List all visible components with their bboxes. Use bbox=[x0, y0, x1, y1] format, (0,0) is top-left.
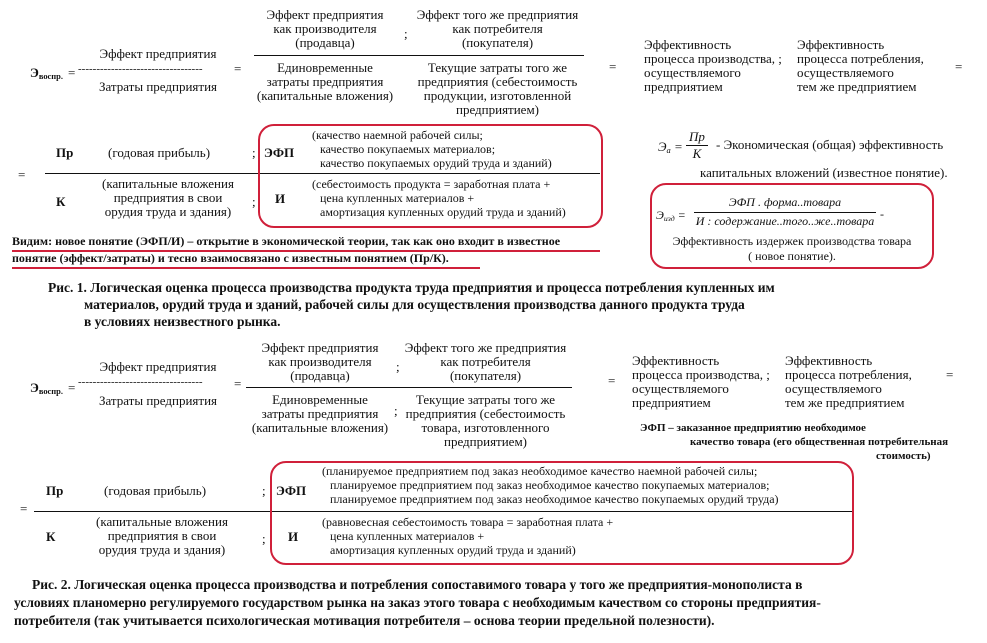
fig2-col2-num-1: как производителя bbox=[268, 354, 372, 369]
fig1-i-text-2: амортизация купленных орудий труда и зданий) bbox=[320, 205, 566, 219]
fig2-i-text-2: амортизация купленных орудий труда и зданий) bbox=[330, 543, 576, 557]
fig1-fraction-line bbox=[254, 55, 584, 56]
fig1-ea-desc-0: - Экономическая (общая) эффективность bbox=[716, 137, 944, 152]
fig1-caption-1: материалов, орудий труда и зданий, рабочей силы для осуществления производства данного продукта труда bbox=[84, 297, 745, 312]
fig2-caption-0: Рис. 2. Логическая оценка процесса производства и потребления сопоставимого товара у того же предприятия-монополиста в bbox=[32, 577, 803, 592]
fig1-efp-text-0: (качество наемной рабочей силы; bbox=[312, 128, 483, 142]
fig1-pr-text: (годовая прибыль) bbox=[108, 145, 211, 160]
fig2-eq-1: = bbox=[68, 380, 76, 395]
fig1-efp: ЭФП bbox=[264, 145, 295, 160]
fig1-eizd-den: И : содержание..того..же..товара bbox=[695, 214, 875, 228]
fig2-efp-text-1: планируемое предприятием под заказ необходимое качество покупаемых материалов; bbox=[330, 478, 770, 492]
fig1-caption-2: в условиях неизвестного рынка. bbox=[84, 314, 281, 329]
fig2-fraction-line bbox=[246, 387, 572, 388]
fig2-frac-num: Эффект предприятия bbox=[99, 359, 217, 374]
fig1-eizd-line bbox=[694, 212, 876, 213]
fig1-i-text-1: цена купленных материалов + bbox=[320, 191, 475, 205]
fig2-semicolon-b: ; bbox=[394, 403, 398, 418]
fig2-semicolon: ; bbox=[396, 359, 400, 374]
fig2-col2-den-2: (капитальные вложения) bbox=[251, 420, 389, 435]
fig2-col2-num-0: Эффект предприятия bbox=[261, 340, 379, 355]
fig2-pr-text: (годовая прибыль) bbox=[104, 483, 207, 498]
fig2-efp-note-2: стоимость) bbox=[876, 450, 931, 462]
fig2-k: К bbox=[46, 529, 56, 544]
fig1-frac-den: Затраты предприятия bbox=[98, 79, 218, 94]
fig1-col2-den-1: затраты предприятия bbox=[266, 74, 384, 89]
fig1-lhs: $Э_{воспр.}$ bbox=[30, 65, 63, 82]
fig1-col4-3: предприятием bbox=[644, 79, 723, 94]
fig1-eq-1: = bbox=[68, 65, 76, 80]
fig2-col3-num-1: как потребителя bbox=[440, 354, 531, 369]
fig1-eq-4: = bbox=[955, 59, 963, 74]
fig2-col3-num-0: Эффект того же предприятия bbox=[404, 340, 567, 355]
fig1-eizd-desc-0: Эффективность издержек производства товара bbox=[672, 234, 912, 248]
fig2-caption-1: условиях планомерно регулируемого государством рынка на заказ этого товара с необходимым качеством со стороны предприятия- bbox=[14, 595, 821, 610]
fig1-col2-num-1: как производителя bbox=[273, 21, 377, 36]
fig2-efp-text-0: (планируемое предприятием под заказ необходимое качество наемной рабочей силы; bbox=[322, 464, 758, 478]
fig1-ea-desc-1: капитальных вложений (известное понятие). bbox=[700, 165, 948, 180]
fig2-frac-den: Затраты предприятия bbox=[98, 393, 218, 408]
fig1-pr: Пр bbox=[56, 145, 74, 160]
fig2-i-text-1: цена купленных материалов + bbox=[330, 529, 485, 543]
fig2-k-text-0: (капитальные вложения bbox=[96, 514, 228, 529]
fig1-col5-1: процесса потребления, bbox=[797, 51, 924, 66]
fig1-eq-3: = bbox=[609, 59, 617, 74]
fig2-col5-0: Эффективность bbox=[785, 353, 873, 368]
fig2-eq-4: = bbox=[946, 367, 954, 382]
fig2-col4-2: осуществляемого bbox=[632, 381, 729, 396]
fig2-i-text-0: (равновесная себестоимость товара = заработная плата + bbox=[322, 515, 614, 529]
fig1-col2-num-2: (продавца) bbox=[295, 35, 355, 50]
fig2-col2-num-2: (продавца) bbox=[290, 368, 350, 383]
fig2-pr: Пр bbox=[46, 483, 64, 498]
fig1-col2-den-0: Единовременные bbox=[277, 60, 373, 75]
fig1-col3-den-1: предприятия (себестоимость bbox=[417, 74, 578, 89]
fig1-i: И bbox=[275, 191, 286, 206]
fig2-col3-den-2: товара, изготовленного bbox=[421, 420, 550, 435]
fig1-col4-0: Эффективность bbox=[644, 37, 732, 52]
fig2-efp: ЭФП bbox=[276, 483, 307, 498]
fig1-underline-2 bbox=[12, 267, 480, 269]
fig1-semicolon-2: ; bbox=[252, 145, 256, 160]
fig2-efp-note-1: качество товара (его общественная потребительная bbox=[690, 436, 949, 448]
fig2-eq-2: = bbox=[234, 376, 242, 391]
fig1-efp-text-1: качество покупаемых материалов; bbox=[320, 142, 496, 156]
fig1-eq-2: = bbox=[234, 61, 242, 76]
fig1-ea-num: Пр bbox=[689, 129, 705, 144]
fig1-col5-3: тем же предприятием bbox=[797, 79, 917, 94]
fig2-eq-5: = bbox=[20, 501, 28, 516]
fig2-col2-den-0: Единовременные bbox=[272, 392, 368, 407]
fig2-efp-text-2: планируемое предприятием под заказ необходимое качество покупаемых орудий труда) bbox=[330, 492, 779, 506]
fig1-ea-lhs: $Э_а$ = bbox=[658, 139, 683, 156]
fig2-col5-1: процесса потребления, bbox=[785, 367, 912, 382]
fig2-col5-2: осуществляемого bbox=[785, 381, 882, 396]
fig1-i-text-0: (себестоимость продукта = заработная плата + bbox=[312, 177, 551, 191]
fig2-semicolon-3: ; bbox=[262, 531, 266, 546]
fig1-ea-den: К bbox=[692, 146, 702, 161]
fig1-col4-1: процесса производства, ; bbox=[644, 51, 782, 66]
fig2-lhs: $Э_{воспр.}$ bbox=[30, 380, 63, 397]
fig1-eizd-num: ЭФП . форма..товара bbox=[728, 195, 842, 209]
fig2-col5-3: тем же предприятием bbox=[785, 395, 905, 410]
fig2-col3-den-0: Текущие затраты того же bbox=[415, 392, 556, 407]
fig1-semicolon-3: ; bbox=[252, 194, 256, 209]
fig1-eizd-lhs: $Э_{изд}$ = bbox=[656, 208, 686, 223]
fig2-col4-3: предприятием bbox=[632, 395, 711, 410]
fig1-eq-5: = bbox=[18, 167, 26, 182]
fig1-col5-0: Эффективность bbox=[797, 37, 885, 52]
fig2-col3-den-3: предприятием) bbox=[443, 434, 528, 449]
fig2-col3-num-2: (покупателя) bbox=[449, 368, 522, 383]
fig1-col2-den-2: (капитальные вложения) bbox=[256, 88, 394, 103]
fig1-eizd-desc-1: ( новое понятие). bbox=[748, 249, 836, 263]
fig2-i: И bbox=[288, 529, 299, 544]
fig2-col4-1: процесса производства, ; bbox=[632, 367, 770, 382]
fig1-col3-num-0: Эффект того же предприятия bbox=[416, 7, 579, 22]
fig1-conclusion-2: понятие (эффект/затраты) и тесно взаимосвязано с известным понятием (Пр/К). bbox=[12, 251, 449, 265]
fig2-semicolon-2: ; bbox=[262, 483, 266, 498]
fig1-col3-den-3: предприятием) bbox=[455, 102, 540, 117]
fig1-frac-num: Эффект предприятия bbox=[99, 46, 217, 61]
fig1-k-text-1: предприятия в свои bbox=[113, 190, 223, 205]
fig1-dash-line: ---------------------------------- bbox=[78, 63, 203, 75]
fig1-col3-den-2: продукции, изготовленной bbox=[423, 88, 572, 103]
fig1-col3-num-1: как потребителя bbox=[452, 21, 543, 36]
fig2-col4-0: Эффективность bbox=[632, 353, 720, 368]
fig1-col3-den-0: Текущие затраты того же bbox=[427, 60, 568, 75]
fig2-col2-den-1: затраты предприятия bbox=[261, 406, 379, 421]
fig1-col3-num-2: (покупателя) bbox=[461, 35, 534, 50]
fig2-k-text-1: предприятия в свои bbox=[107, 528, 217, 543]
fig2-dash-line: ---------------------------------- bbox=[78, 376, 203, 388]
fig1-col4-2: осуществляемого bbox=[644, 65, 741, 80]
fig1-k-text-2: орудия труда и здания) bbox=[104, 204, 232, 219]
fig2-efp-note-0: ЭФП – заказанное предприятию необходимое bbox=[640, 422, 866, 434]
fig1-col5-2: осуществляемого bbox=[797, 65, 894, 80]
fig1-eizd-tail: - bbox=[880, 207, 884, 221]
fig1-conclusion-1: Видим: новое понятие (ЭФП/И) – открытие в экономической теории, так как оно входит в известное bbox=[12, 234, 561, 248]
fig1-caption-0: Рис. 1. Логическая оценка процесса производства продукта труда предприятия и процесса потребления купленных им bbox=[48, 280, 775, 295]
fig1-efp-text-2: качество покупаемых орудий труда и зданий) bbox=[320, 156, 552, 170]
fig2-caption-2: потребителя (так учитывается психологическая мотивация потребителя – основа теории предельной полезности). bbox=[14, 613, 715, 628]
fig2-col3-den-1: предприятия (себестоимость bbox=[405, 406, 566, 421]
fig1-k: К bbox=[56, 194, 66, 209]
fig1-k-text-0: (капитальные вложения bbox=[102, 176, 234, 191]
fig1-semicolon: ; bbox=[404, 26, 408, 41]
fig2-k-text-2: орудия труда и здания) bbox=[98, 542, 226, 557]
fig1-col2-num-0: Эффект предприятия bbox=[266, 7, 384, 22]
fig2-eq-3: = bbox=[608, 373, 616, 388]
